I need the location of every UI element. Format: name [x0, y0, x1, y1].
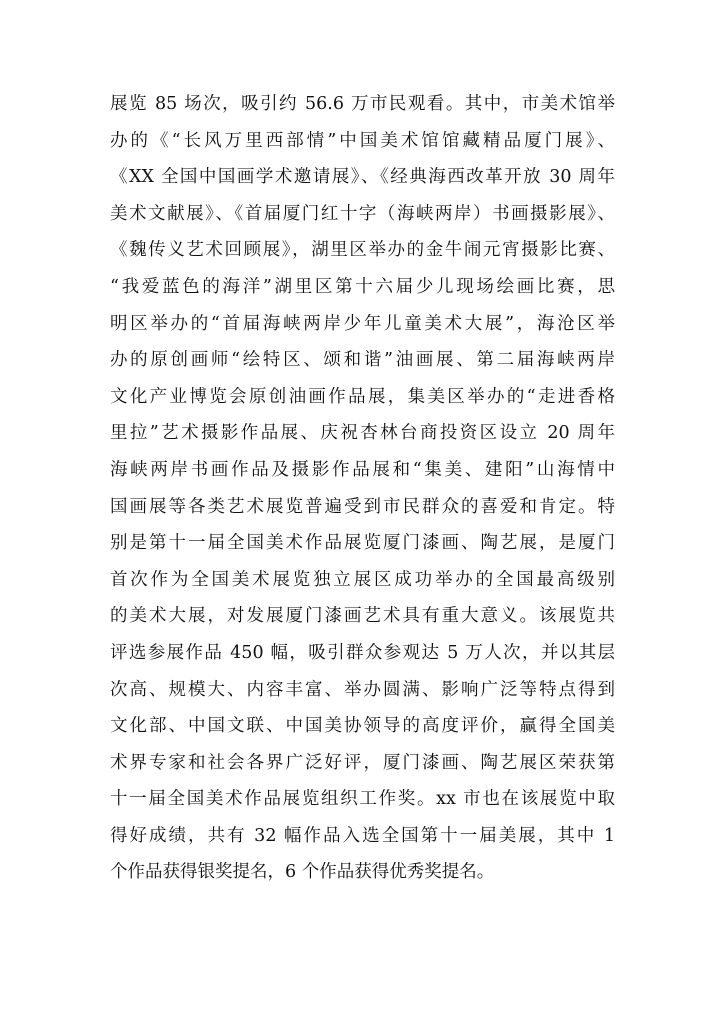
text-line: 首次作为全国美术展览独立展区成功举办的全国最高级别 — [110, 569, 615, 590]
text-line: 文化产业博览会原创油画作品展，集美区举办的“走进香格 — [110, 386, 615, 407]
text-line: 美术文献展》、《首届厦门红十字（海峡两岸）书画摄影展》、 — [110, 203, 615, 224]
text-line: 别是第十一届全国美术作品展览厦门漆画、陶艺展，是厦门 — [110, 533, 615, 554]
body-paragraph — [110, 86, 615, 891]
text-line: 文化部、中国文联、中国美协领导的高度评价，赢得全国美 — [110, 716, 615, 737]
text-line: “我爱蓝色的海洋”湖里区第十六届少儿现场绘画比赛，思 — [110, 276, 615, 297]
text-line: 十一届全国美术作品展览组织工作奖。xx 市也在该展览中取 — [110, 789, 615, 810]
text-line: 《魏传义艺术回顾展》，湖里区举办的金牛闹元宵摄影比赛、 — [110, 240, 615, 261]
text-line: 明区举办的“首届海峡两岸少年儿童美术大展”，海沧区举 — [110, 313, 615, 334]
text-line: 里拉”艺术摄影作品展、庆祝杏林台商投资区设立 20 周年 — [110, 423, 615, 444]
text-line-last: 个作品获得银奖提名，6 个作品获得优秀奖提名。 — [110, 862, 495, 883]
text-line: 的美术大展，对发展厦门漆画艺术具有重大意义。该展览共 — [110, 606, 615, 627]
text-line: 展览 85 场次，吸引约 56.6 万市民观看。其中，市美术馆举 — [110, 94, 615, 114]
text-line: 国画展等各类艺术展览普遍受到市民群众的喜爱和肯定。特 — [110, 496, 615, 517]
text-line: 评选参展作品 450 幅，吸引群众参观达 5 万人次，并以其层 — [110, 642, 615, 663]
text-line: 海峡两岸书画作品及摄影作品展和“集美、建阳”山海情中 — [110, 459, 615, 480]
text-line: 术界专家和社会各界广泛好评，厦门漆画、陶艺展区荣获第 — [110, 752, 615, 773]
text-line: 得好成绩，共有 32 幅作品入选全国第十一届美展，其中 1 — [110, 825, 615, 846]
text-line: 次高、规模大、内容丰富、举办圆满、影响广泛等特点得到 — [110, 679, 615, 700]
text-line: 《XX 全国中国画学术邀请展》、《经典海西改革开放 30 周年 — [110, 167, 615, 188]
text-line: 办的原创画师“绘特区、颂和谐”油画展、第二届海峡两岸 — [110, 350, 615, 371]
text-line: 办的《“长风万里西部情”中国美术馆馆藏精品厦门展》、 — [110, 130, 615, 151]
